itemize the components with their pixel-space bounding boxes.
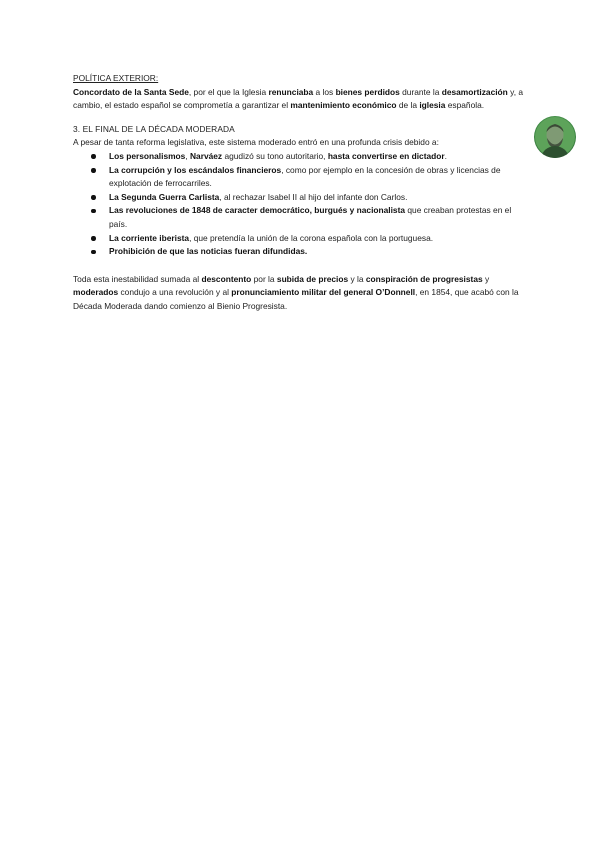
bold-text: descontento — [201, 273, 252, 284]
text-run: por la — [251, 273, 277, 284]
text-run: a los — [313, 86, 336, 97]
text-run: española. — [445, 100, 485, 111]
text-run: y — [482, 273, 490, 284]
bold-text: Concordato de la Santa Sede — [73, 86, 189, 97]
text-run: , por el que la Iglesia — [188, 86, 269, 97]
section-title: 3. EL FINAL DE LA DÉCADA MODERADA — [73, 123, 235, 134]
bold-text: desamortización — [441, 86, 508, 97]
text-run: durante la — [399, 86, 442, 97]
text-run: condujo a una revolución y al — [118, 287, 232, 298]
bold-text: Narváez — [189, 150, 223, 161]
bold-text: Prohibición de que las noticias fueran difundidas. — [109, 246, 308, 257]
crisis-list — [73, 150, 523, 259]
bold-text: bienes perdidos — [335, 86, 400, 97]
bold-text: La corriente iberista — [109, 232, 190, 243]
text-run: , en 1854, que acabó con la Década Moderada dando comienzo al Bienio Progresista. — [73, 287, 519, 311]
bold-text: subida de precios — [276, 273, 349, 284]
text-run: , como por ejemplo en la concesión de obras y licencias de explotación de ferrocarriles. — [109, 164, 501, 189]
text-run: , al rechazar Isabel II al hijo del infante don Carlos. — [219, 191, 408, 202]
text-run: que creaban protestas en el país. — [109, 205, 512, 229]
bold-text: pronunciamiento militar del general O’Donnell — [231, 287, 416, 298]
bold-text: hasta convertirse en dictador — [327, 150, 445, 161]
bold-text: Las revoluciones de 1848 de caracter democrático, burgués y nacionalista — [109, 205, 406, 216]
bold-text: Los personalismos — [109, 150, 186, 161]
bold-text: renunciaba — [268, 86, 314, 97]
list-item — [73, 204, 523, 231]
text-run: , — [185, 150, 190, 161]
closing-paragraph — [73, 273, 523, 314]
politica-paragraph — [73, 86, 523, 113]
bold-text: mantenimiento económico — [290, 100, 397, 111]
section-intro: A pesar de tanta reforma legislativa, este sistema moderado entró en una profunda crisis debido a: — [73, 137, 439, 148]
text-run: y la — [348, 273, 366, 284]
document-page — [73, 72, 523, 314]
list-item — [73, 150, 523, 164]
bold-text: La Segunda Guerra Carlista — [109, 191, 220, 202]
list-item — [73, 164, 523, 191]
portrait-avatar-icon — [534, 116, 576, 158]
list-item — [73, 232, 523, 246]
text-run: , que pretendía la unión de la corona española con la portuguesa. — [189, 232, 434, 243]
bold-text: conspiración de progresistas — [365, 273, 483, 284]
text-run: agudizó su tono autoritario, — [222, 150, 328, 161]
bold-text: iglesia — [419, 100, 446, 111]
text-run: Toda esta inestabilidad sumada al — [73, 273, 202, 284]
text-run: de la — [396, 100, 420, 111]
avatar — [534, 116, 576, 158]
bold-text: moderados — [73, 287, 119, 298]
bold-text: La corrupción y los escándalos financieros — [109, 164, 282, 175]
list-item — [73, 245, 523, 259]
text-run: y, a cambio, el estado español se comprometía a garantizar el — [73, 86, 523, 111]
text-run: . — [444, 150, 447, 161]
list-item — [73, 191, 523, 205]
politica-heading: POLÍTICA EXTERIOR: — [73, 73, 159, 83]
